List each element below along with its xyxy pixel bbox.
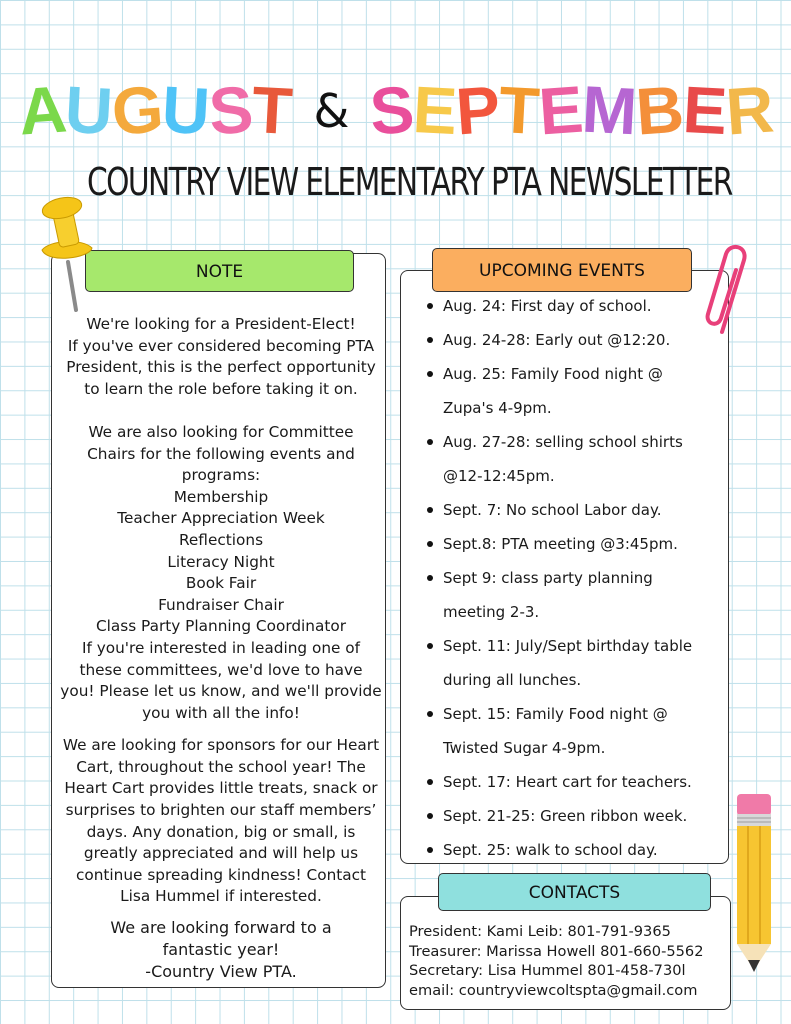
event-item [421,765,721,799]
note-body [55,314,387,983]
committee-item: Teacher Appreciation Week [117,509,325,528]
pushpin-icon [30,192,100,314]
closing-line: fantastic year! [162,940,280,960]
committee-item: Reflections [178,530,264,549]
note-heading: NOTE [85,250,354,292]
committee-item: Book Fair [185,574,257,593]
committee-item: Class Party Planning Coordinator [95,617,347,636]
note-line: Chairs for the following events and [87,444,355,463]
event-item [421,799,721,833]
title-letter: P [453,71,503,149]
committee-item: Fundraiser Chair [158,595,284,614]
note-line: days. Any donation, big or small, is [86,822,356,841]
note-line: We are looking for sponsors for our Heart [62,736,380,755]
event-item [421,561,721,629]
event-item [421,697,721,765]
closing-line: -Country View PTA. [145,962,297,982]
note-line: Heart Cart provides little treats, snack or [64,779,378,798]
title-letter: A [16,71,68,149]
event-text: Sept. 15: Family Food night @ [443,705,668,723]
note-line: President, this is the perfect opportunity [66,358,376,377]
note-line: to learn the role before taking it on. [84,379,358,398]
event-text: Sept. 11: July/Sept birthday table [443,637,693,655]
title-letter: B [633,71,686,149]
event-text: Sept. 17: Heart cart for teachers. [443,773,692,791]
title-letter: T [250,72,294,148]
note-line: If you've ever considered becoming PTA [67,336,375,355]
event-text-continued: Twisted Sugar 4-9pm. [443,739,606,757]
note-line: you! Please let us know, and we'll provide [60,682,382,701]
newsletter-subtitle: COUNTRY VIEW ELEMENTARY PTA NEWSLETTER [87,160,732,204]
title-letter: R [723,71,775,149]
event-text: Sept.8: PTA meeting @3:45pm. [443,535,678,553]
title-letter: G [109,71,166,149]
note-line: If you're interested in leading one of [81,638,361,657]
title-letter: T [497,72,541,148]
event-text: Sept 9: class party planning [443,569,653,587]
event-text: Sept. 7: No school Labor day. [443,501,662,519]
title-letter: S [367,71,416,149]
event-text-continued: Zupa's 4-9pm. [443,399,552,417]
note-line: programs: [181,466,261,485]
title-letter: M [579,71,638,149]
title-letter: E [411,71,459,149]
note-line: greatly appreciated and will help us [83,844,359,863]
note-line: surprises to brighten our staff members’ [65,801,377,820]
event-item [421,493,721,527]
event-text: Sept. 21-25: Green ribbon week. [443,807,688,825]
title-letter: S [206,71,255,149]
note-line: We are also looking for Committee [88,422,354,441]
contact-secretary: Secretary: Lisa Hummel 801-458-730l [409,962,686,980]
paperclip-icon [700,240,758,340]
event-item [421,425,721,493]
event-text: Aug. 27-28: selling school shirts [443,433,683,451]
title-letter: U [160,71,212,149]
event-text: Aug. 24: First day of school. [443,297,652,315]
contacts-body [409,922,729,1000]
title-word-august [16,71,294,149]
title-letter: U [63,71,115,149]
event-text-continued: meeting 2-3. [443,603,540,621]
committee-item: Membership [173,487,269,506]
event-text: Sept. 25: walk to school day. [443,841,658,859]
note-line: you with all the info! [142,703,300,722]
committee-item: Literacy Night [167,552,275,571]
closing-line: We are looking forward to a [110,918,332,938]
event-text: Aug. 24-28: Early out @12:20. [443,331,671,349]
note-closing [55,917,387,983]
pencil-icon [728,792,776,976]
note-line: We're looking for a President-Elect! [86,315,356,333]
contacts-heading: CONTACTS [438,873,711,911]
events-heading: UPCOMING EVENTS [432,248,692,292]
event-item [421,289,721,323]
contact-president: President: Kami Leib: 801-791-9365 [409,923,671,940]
event-item [421,323,721,357]
event-item [421,527,721,561]
event-text-continued: @12-12:45pm. [443,467,555,485]
note-line: Cart, throughout the school year! The [76,757,366,776]
event-text: Aug. 25: Family Food night @ [443,365,663,383]
event-text-continued: during all lunches. [443,671,582,689]
event-item [421,833,721,867]
event-item [421,357,721,425]
event-item [421,629,721,697]
title-letter: E [536,71,585,149]
note-line: continue spreading kindness! Contact [75,865,367,884]
newsletter-title [0,72,791,148]
note-line: Lisa Hummel if interested. [120,887,322,906]
title-word-september [367,71,775,149]
contact-treasurer: Treasurer: Marissa Howell 801-660-5562 [409,942,704,960]
contact-email: email: countryviewcoltspta@gmail.com [409,981,698,999]
note-line: these committees, we'd love to have [79,660,363,679]
title-letter: E [680,71,728,149]
events-list [421,289,721,867]
title-ampersand: & [313,84,349,138]
